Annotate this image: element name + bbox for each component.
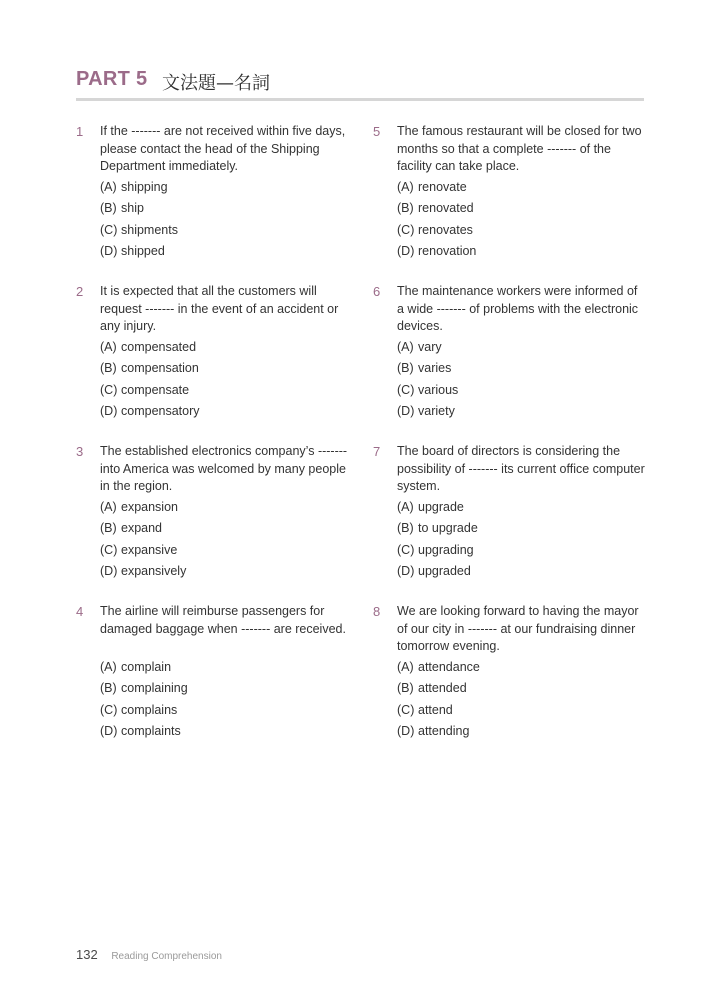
answer-option [397, 358, 458, 379]
option-text: complaining [121, 681, 188, 696]
option-text: renovated [418, 201, 474, 216]
option-letter: (C) [100, 222, 118, 237]
part-title: 文法題—名詞 [162, 73, 270, 94]
question-item [373, 123, 642, 283]
answer-option [397, 540, 478, 561]
option-letter: (B) [397, 361, 414, 376]
option-text: compensatory [121, 404, 200, 419]
option-letter: (A) [100, 660, 117, 674]
answer-option [100, 518, 186, 539]
option-text: expansion [121, 500, 178, 514]
answer-option [397, 401, 458, 422]
option-letter: (D) [100, 724, 118, 739]
answer-option [397, 380, 458, 401]
answer-option [100, 401, 200, 422]
question-item [76, 443, 348, 603]
answer-option [100, 497, 186, 518]
answer-options [100, 497, 186, 583]
answer-option [100, 540, 186, 561]
answer-option [100, 198, 178, 219]
option-text: ship [121, 201, 144, 216]
option-letter: (A) [397, 340, 414, 354]
option-text: upgrade [418, 500, 464, 514]
question-number: 4 [76, 604, 84, 619]
option-letter: (D) [397, 564, 415, 579]
answer-option [100, 561, 186, 582]
question-text: The board of directors is considering the possibility of ------- its current office computer system. [397, 444, 645, 493]
question-text: The maintenance workers were informed of a wide ------- of problems with the electronic devices. [397, 284, 639, 333]
page-number: 132 [76, 947, 98, 962]
page-footer [76, 947, 222, 962]
answer-option [100, 678, 188, 699]
answer-options [100, 337, 200, 423]
question-column-right [373, 123, 645, 763]
option-text: renovation [418, 244, 477, 259]
option-text: expansively [121, 564, 187, 579]
option-letter: (B) [100, 521, 117, 536]
option-letter: (D) [397, 724, 415, 739]
answer-option [397, 241, 476, 262]
answer-option [100, 337, 200, 358]
section-name: Reading Comprehension [111, 951, 222, 962]
question-number: 6 [373, 284, 381, 299]
answer-options [397, 657, 480, 743]
answer-option [397, 518, 478, 539]
answer-options [397, 177, 476, 263]
question-item [76, 283, 339, 443]
option-letter: (A) [100, 500, 117, 514]
question-item [373, 603, 639, 763]
answer-option [397, 678, 480, 699]
option-text: shipments [121, 222, 178, 237]
answer-option [100, 380, 200, 401]
option-text: variety [418, 404, 455, 419]
answer-option [100, 220, 178, 241]
option-letter: (A) [397, 180, 414, 194]
answer-options [397, 337, 458, 423]
option-letter: (A) [100, 180, 117, 194]
part-label: PART 5 [76, 68, 148, 90]
option-text: vary [418, 340, 442, 354]
option-letter: (D) [397, 404, 415, 419]
answer-option [397, 657, 480, 678]
answer-option [100, 700, 188, 721]
question-column-left [76, 123, 348, 763]
answer-option [397, 337, 458, 358]
question-text: The established electronics company’s ------- into America was welcomed by many people in the region. [100, 444, 348, 493]
option-text: complains [121, 702, 178, 717]
option-text: various [418, 382, 459, 397]
option-letter: (D) [100, 404, 118, 419]
answer-options [397, 497, 478, 583]
option-text: varies [418, 361, 452, 376]
option-text: expand [121, 521, 163, 536]
question-item [373, 283, 639, 443]
option-letter: (C) [397, 382, 415, 397]
answer-option [397, 198, 476, 219]
option-letter: (A) [397, 660, 414, 674]
answer-options [100, 177, 178, 263]
option-letter: (B) [397, 521, 414, 536]
page-header [76, 66, 644, 101]
answer-option [397, 497, 478, 518]
question-number: 5 [373, 124, 381, 139]
answer-option [100, 241, 178, 262]
option-letter: (C) [397, 542, 415, 557]
option-letter: (C) [397, 702, 415, 717]
answer-options [100, 657, 188, 743]
option-text: attend [418, 702, 453, 717]
answer-option [397, 561, 478, 582]
option-letter: (C) [100, 382, 118, 397]
option-text: shipping [121, 180, 168, 194]
answer-option [100, 657, 188, 678]
option-text: shipped [121, 244, 165, 259]
option-letter: (C) [397, 222, 415, 237]
option-letter: (B) [397, 201, 414, 216]
option-text: compensated [121, 340, 197, 354]
option-letter: (D) [397, 244, 415, 259]
option-text: upgraded [418, 564, 471, 579]
question-text: If the ------- are not received within five days, please contact the head of the Shipping Department immediately. [100, 124, 346, 173]
question-item [76, 123, 346, 283]
question-number: 1 [76, 124, 84, 139]
option-text: attendance [418, 660, 480, 674]
answer-option [397, 700, 480, 721]
option-text: upgrading [418, 542, 474, 557]
question-number: 2 [76, 284, 84, 299]
answer-option [100, 358, 200, 379]
option-letter: (B) [100, 681, 117, 696]
question-item [76, 603, 346, 763]
option-letter: (A) [100, 340, 117, 354]
option-letter: (C) [100, 702, 118, 717]
answer-option [100, 177, 178, 198]
option-letter: (C) [100, 542, 118, 557]
answer-option [100, 721, 188, 742]
question-text: It is expected that all the customers will request ------- in the event of an accident or any injury. [100, 284, 339, 333]
option-text: complaints [121, 724, 181, 739]
option-letter: (B) [100, 361, 117, 376]
option-text: expansive [121, 542, 178, 557]
option-text: renovate [418, 180, 467, 194]
answer-option [397, 177, 476, 198]
option-text: compensation [121, 361, 199, 376]
option-letter: (D) [100, 244, 118, 259]
question-item [373, 443, 645, 603]
option-text: complain [121, 660, 172, 674]
question-text: The famous restaurant will be closed for two months so that a complete ------- of the facility can take place. [397, 124, 642, 173]
option-letter: (B) [397, 681, 414, 696]
answer-option [397, 220, 476, 241]
option-text: compensate [121, 382, 190, 397]
question-number: 8 [373, 604, 381, 619]
option-text: renovates [418, 222, 473, 237]
question-number: 3 [76, 444, 84, 459]
question-number: 7 [373, 444, 381, 459]
option-text: to upgrade [418, 521, 478, 536]
option-letter: (A) [397, 500, 414, 514]
option-text: attended [418, 681, 467, 696]
option-text: attending [418, 724, 470, 739]
option-letter: (D) [100, 564, 118, 579]
option-letter: (B) [100, 201, 117, 216]
question-text: The airline will reimburse passengers for damaged baggage when ------- are received. [100, 604, 346, 636]
question-text: We are looking forward to having the mayor of our city in ------- at our fundraising dinner tomorrow evening. [397, 604, 639, 653]
answer-option [397, 721, 480, 742]
